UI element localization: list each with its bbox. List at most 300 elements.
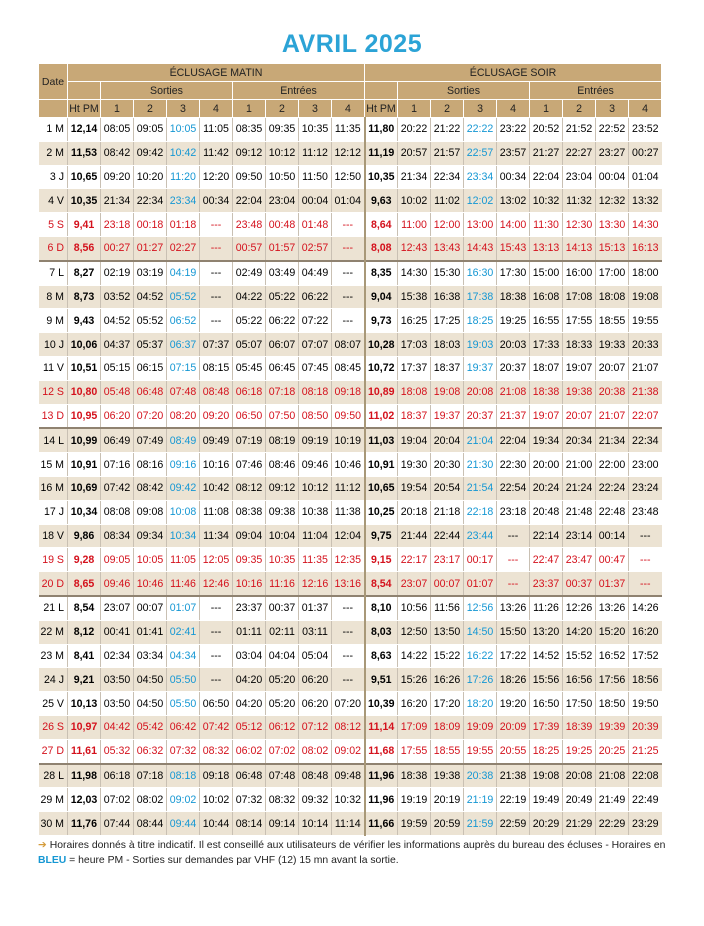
time-cell: 21:08 (497, 380, 530, 404)
time-cell: 19:25 (497, 309, 530, 333)
time-cell: 18:08 (596, 285, 629, 309)
soir-height-cell: 11,96 (365, 788, 398, 812)
time-cell: 07:02 (266, 739, 299, 763)
time-cell: 16:56 (563, 668, 596, 692)
matin-height-cell: 12,14 (68, 118, 101, 142)
matin-height-cell: 10,69 (68, 476, 101, 500)
matin-ht-pm-header: Ht PM (68, 100, 101, 118)
time-cell: 07:16 (101, 453, 134, 477)
time-cell: 07:49 (134, 428, 167, 452)
time-cell: --- (332, 309, 365, 333)
time-cell: 03:52 (101, 285, 134, 309)
time-cell: 10:02 (398, 189, 431, 213)
time-cell: 04:49 (299, 261, 332, 285)
time-cell: 09:50 (332, 404, 365, 428)
date-cell: 11 V (39, 356, 68, 380)
time-cell: 09:08 (134, 500, 167, 524)
time-cell: 23:27 (596, 141, 629, 165)
time-cell: 00:47 (596, 548, 629, 572)
time-cell: 21:07 (629, 356, 662, 380)
table-row (39, 548, 662, 572)
time-cell: 21:57 (431, 141, 464, 165)
time-cell: 13:13 (530, 236, 563, 260)
time-cell: 11:02 (431, 189, 464, 213)
time-cell: 14:50 (464, 620, 497, 644)
table-row (39, 236, 662, 260)
time-cell: 08:14 (233, 812, 266, 836)
time-cell: 22:22 (464, 118, 497, 142)
table-row (39, 764, 662, 788)
time-cell: 10:02 (200, 788, 233, 812)
time-cell: 16:20 (629, 620, 662, 644)
time-cell: 21:44 (398, 524, 431, 548)
date-cell: 19 S (39, 548, 68, 572)
time-cell: 10:34 (167, 524, 200, 548)
time-cell: 17:22 (497, 644, 530, 668)
time-cell: --- (200, 309, 233, 333)
time-cell: 14:00 (497, 213, 530, 237)
time-cell: 04:50 (134, 668, 167, 692)
time-cell: 06:20 (299, 668, 332, 692)
time-cell: 20:34 (563, 428, 596, 452)
time-cell: 18:20 (464, 692, 497, 716)
time-cell: 11:35 (332, 118, 365, 142)
soir-height-cell: 8,03 (365, 620, 398, 644)
date-cell: 6 D (39, 236, 68, 260)
time-cell: 18:50 (596, 692, 629, 716)
soir-height-cell: 11,80 (365, 118, 398, 142)
time-cell: 15:00 (530, 261, 563, 285)
soir-sorties-header: Sorties (398, 82, 530, 100)
time-cell: 08:45 (332, 356, 365, 380)
time-cell: 08:46 (266, 453, 299, 477)
matin-height-cell: 10,99 (68, 428, 101, 452)
time-cell: 05:48 (101, 380, 134, 404)
time-cell: 01:57 (266, 236, 299, 260)
soir-height-cell: 10,35 (365, 165, 398, 189)
time-cell: 21:24 (563, 476, 596, 500)
time-cell: --- (200, 668, 233, 692)
date-cell: 5 S (39, 213, 68, 237)
time-cell: 06:15 (134, 356, 167, 380)
time-cell: 11:30 (530, 213, 563, 237)
time-cell: 16:30 (464, 261, 497, 285)
matin-height-cell: 10,06 (68, 333, 101, 357)
table-row (39, 213, 662, 237)
time-cell: 20:09 (497, 715, 530, 739)
time-cell: 09:14 (266, 812, 299, 836)
time-cell: 23:00 (629, 453, 662, 477)
time-cell: 20:03 (497, 333, 530, 357)
time-cell: 23:22 (497, 118, 530, 142)
time-cell: 10:12 (299, 476, 332, 500)
time-cell: 16:13 (629, 236, 662, 260)
time-cell: 11:00 (398, 213, 431, 237)
time-cell: 18:38 (497, 285, 530, 309)
time-cell: 08:08 (101, 500, 134, 524)
date-cell: 24 J (39, 668, 68, 692)
date-cell: 22 M (39, 620, 68, 644)
col-num: 4 (497, 100, 530, 118)
matin-height-cell: 11,98 (68, 764, 101, 788)
matin-height-cell: 8,41 (68, 644, 101, 668)
time-cell: 06:42 (167, 715, 200, 739)
time-cell: 20:38 (464, 764, 497, 788)
time-cell: 10:05 (134, 548, 167, 572)
time-cell: 21:19 (464, 788, 497, 812)
time-cell: 05:20 (266, 692, 299, 716)
time-cell: 10:20 (134, 165, 167, 189)
time-cell: 15:50 (497, 620, 530, 644)
time-cell: 10:12 (266, 141, 299, 165)
time-cell: 19:55 (629, 309, 662, 333)
soir-height-cell: 11,19 (365, 141, 398, 165)
matin-height-cell: 8,56 (68, 236, 101, 260)
time-cell: 20:24 (530, 476, 563, 500)
col-num: 2 (431, 100, 464, 118)
time-cell: 12:20 (200, 165, 233, 189)
soir-height-cell: 8,10 (365, 596, 398, 620)
time-cell: 08:02 (299, 739, 332, 763)
soir-height-cell: 10,89 (365, 380, 398, 404)
time-cell: 22:57 (464, 141, 497, 165)
matin-height-cell: 8,73 (68, 285, 101, 309)
table-row (39, 141, 662, 165)
col-num: 4 (200, 100, 233, 118)
time-cell: --- (497, 524, 530, 548)
time-cell: --- (200, 596, 233, 620)
time-cell: 08:12 (233, 476, 266, 500)
time-cell: 08:20 (167, 404, 200, 428)
date-cell: 14 L (39, 428, 68, 452)
time-cell: 16:00 (563, 261, 596, 285)
time-cell: 03:34 (134, 644, 167, 668)
time-cell: 05:07 (233, 333, 266, 357)
matin-height-cell: 11,76 (68, 812, 101, 836)
time-cell: 20:00 (530, 453, 563, 477)
time-cell: 23:17 (431, 548, 464, 572)
time-cell: --- (332, 261, 365, 285)
time-cell: 13:26 (596, 596, 629, 620)
time-cell: 22:04 (233, 189, 266, 213)
time-cell: 08:42 (101, 141, 134, 165)
time-cell: 15:26 (398, 668, 431, 692)
time-cell: 05:37 (134, 333, 167, 357)
time-cell: 10:56 (398, 596, 431, 620)
time-cell: 18:09 (431, 715, 464, 739)
table-row (39, 788, 662, 812)
time-cell: 01:48 (299, 213, 332, 237)
time-cell: 21:00 (563, 453, 596, 477)
time-cell: 21:04 (464, 428, 497, 452)
date-cell: 4 V (39, 189, 68, 213)
time-cell: --- (200, 285, 233, 309)
time-cell: 02:49 (233, 261, 266, 285)
date-cell: 15 M (39, 453, 68, 477)
time-cell: 04:42 (101, 715, 134, 739)
soir-height-cell: 11,66 (365, 812, 398, 836)
time-cell: 01:07 (464, 572, 497, 596)
time-cell: 22:29 (596, 812, 629, 836)
time-cell: --- (332, 285, 365, 309)
time-cell: 23:07 (101, 596, 134, 620)
time-cell: 09:46 (101, 572, 134, 596)
time-cell: 18:25 (464, 309, 497, 333)
time-cell: 02:11 (266, 620, 299, 644)
table-row (39, 356, 662, 380)
matin-height-cell: 8,12 (68, 620, 101, 644)
table-row (39, 644, 662, 668)
time-cell: 05:15 (101, 356, 134, 380)
time-cell: 07:32 (233, 788, 266, 812)
time-cell: 20:37 (464, 404, 497, 428)
time-cell: 09:50 (233, 165, 266, 189)
time-cell: 00:41 (101, 620, 134, 644)
time-cell: 11:38 (332, 500, 365, 524)
time-cell: 06:52 (167, 309, 200, 333)
soir-height-cell: 11,14 (365, 715, 398, 739)
soir-height-cell: 8,63 (365, 644, 398, 668)
time-cell: 18:38 (530, 380, 563, 404)
time-cell: 11:26 (530, 596, 563, 620)
time-cell: 04:20 (233, 668, 266, 692)
time-cell: 18:55 (431, 739, 464, 763)
time-cell: 22:08 (629, 764, 662, 788)
date-cell: 17 J (39, 500, 68, 524)
date-cell: 20 D (39, 572, 68, 596)
time-cell: 20:29 (530, 812, 563, 836)
time-cell: 09:49 (200, 428, 233, 452)
time-cell: 15:56 (530, 668, 563, 692)
time-cell: 22:48 (596, 500, 629, 524)
time-cell: 14:43 (464, 236, 497, 260)
table-row (39, 380, 662, 404)
soir-height-cell: 9,51 (365, 668, 398, 692)
col-num: 1 (398, 100, 431, 118)
time-cell: 13:02 (497, 189, 530, 213)
matin-height-cell: 11,53 (68, 141, 101, 165)
footnote-bleu: BLEU (38, 855, 67, 866)
time-cell: 18:55 (596, 309, 629, 333)
time-cell: 09:02 (167, 788, 200, 812)
table-row (39, 453, 662, 477)
time-cell: 00:27 (629, 141, 662, 165)
time-cell: 02:34 (101, 644, 134, 668)
table-row (39, 285, 662, 309)
time-cell: 22:27 (563, 141, 596, 165)
soir-height-cell: 8,54 (365, 572, 398, 596)
time-cell: 23:24 (629, 476, 662, 500)
time-cell: 02:27 (167, 236, 200, 260)
time-cell: 05:22 (266, 285, 299, 309)
time-cell: --- (332, 213, 365, 237)
time-cell: 13:43 (431, 236, 464, 260)
time-cell: 11:05 (167, 548, 200, 572)
col-num: 3 (596, 100, 629, 118)
date-cell: 3 J (39, 165, 68, 189)
soir-height-cell: 10,65 (365, 476, 398, 500)
soir-height-cell: 8,35 (365, 261, 398, 285)
time-cell: 23:07 (398, 572, 431, 596)
time-cell: 06:32 (134, 739, 167, 763)
matin-height-cell: 8,27 (68, 261, 101, 285)
col-num: 3 (299, 100, 332, 118)
soir-height-cell: 10,25 (365, 500, 398, 524)
time-cell: 10:16 (200, 453, 233, 477)
time-cell: 11:32 (563, 189, 596, 213)
time-cell: 12:46 (200, 572, 233, 596)
time-cell: 05:50 (167, 668, 200, 692)
time-cell: 18:08 (398, 380, 431, 404)
time-cell: 21:59 (464, 812, 497, 836)
matin-height-cell: 10,35 (68, 189, 101, 213)
time-cell: 17:37 (398, 356, 431, 380)
time-cell: 23:48 (233, 213, 266, 237)
time-cell: 07:12 (299, 715, 332, 739)
time-cell: 17:09 (398, 715, 431, 739)
date-cell: 9 M (39, 309, 68, 333)
time-cell: 00:34 (200, 189, 233, 213)
matin-height-cell: 10,80 (68, 380, 101, 404)
time-cell: 20:08 (563, 764, 596, 788)
time-cell: 21:18 (431, 500, 464, 524)
time-cell: 11:14 (332, 812, 365, 836)
matin-height-cell: 10,97 (68, 715, 101, 739)
time-cell: 12:00 (431, 213, 464, 237)
time-cell: 12:12 (332, 141, 365, 165)
time-cell: 19:39 (596, 715, 629, 739)
matin-height-cell: 9,41 (68, 213, 101, 237)
date-cell: 18 V (39, 524, 68, 548)
time-cell: 14:13 (563, 236, 596, 260)
time-cell: 15:52 (563, 644, 596, 668)
time-cell: 14:52 (530, 644, 563, 668)
time-cell: 20:33 (629, 333, 662, 357)
soir-height-cell: 9,75 (365, 524, 398, 548)
time-cell: 06:50 (233, 404, 266, 428)
soir-height-cell: 11,68 (365, 739, 398, 763)
table-row (39, 309, 662, 333)
time-cell: 10:04 (266, 524, 299, 548)
schedule-body (39, 118, 662, 836)
time-cell: 20:19 (431, 788, 464, 812)
time-cell: 09:18 (332, 380, 365, 404)
time-cell: 08:32 (200, 739, 233, 763)
time-cell: 22:49 (629, 788, 662, 812)
time-cell: 17:50 (563, 692, 596, 716)
matin-height-cell: 9,43 (68, 309, 101, 333)
time-cell: 15:20 (596, 620, 629, 644)
col-num: 1 (101, 100, 134, 118)
time-cell: 07:42 (101, 476, 134, 500)
time-cell: 01:07 (167, 596, 200, 620)
time-cell: 19:08 (530, 764, 563, 788)
matin-height-cell: 10,34 (68, 500, 101, 524)
time-cell: 10:32 (530, 189, 563, 213)
time-cell: 08:35 (233, 118, 266, 142)
time-cell: 16:20 (398, 692, 431, 716)
date-cell: 13 D (39, 404, 68, 428)
time-cell: 19:55 (464, 739, 497, 763)
time-cell: 19:20 (497, 692, 530, 716)
date-cell: 26 S (39, 715, 68, 739)
time-cell: 00:37 (266, 596, 299, 620)
date-cell: 8 M (39, 285, 68, 309)
time-cell: 10:46 (332, 453, 365, 477)
time-cell: 20:48 (530, 500, 563, 524)
time-cell: 08:44 (134, 812, 167, 836)
time-cell: 19:30 (398, 453, 431, 477)
time-cell: 23:18 (497, 500, 530, 524)
time-cell: 12:50 (332, 165, 365, 189)
time-cell: --- (629, 572, 662, 596)
time-cell: 23:37 (530, 572, 563, 596)
time-cell: 00:17 (464, 548, 497, 572)
time-cell: 21:34 (101, 189, 134, 213)
time-cell: 00:04 (596, 165, 629, 189)
matin-sorties-header: Sorties (101, 82, 233, 100)
time-cell: 03:04 (233, 644, 266, 668)
time-cell: 18:07 (530, 356, 563, 380)
time-cell: 06:48 (134, 380, 167, 404)
time-cell: 06:20 (101, 404, 134, 428)
time-cell: 04:52 (134, 285, 167, 309)
time-cell: 13:50 (431, 620, 464, 644)
time-cell: 16:52 (596, 644, 629, 668)
time-cell: 00:07 (431, 572, 464, 596)
time-cell: 04:22 (233, 285, 266, 309)
time-cell: 00:37 (563, 572, 596, 596)
time-cell: 20:37 (497, 356, 530, 380)
time-cell: 19:25 (563, 739, 596, 763)
time-cell: 21:54 (464, 476, 497, 500)
soir-height-cell: 10,28 (365, 333, 398, 357)
time-cell: 00:04 (299, 189, 332, 213)
time-cell: 06:22 (266, 309, 299, 333)
time-cell: 17:25 (431, 309, 464, 333)
time-cell: 18:37 (431, 356, 464, 380)
matin-height-cell: 10,91 (68, 453, 101, 477)
time-cell: 09:42 (134, 141, 167, 165)
time-cell: 09:32 (299, 788, 332, 812)
matin-height-cell: 10,65 (68, 165, 101, 189)
time-cell: 08:38 (233, 500, 266, 524)
time-cell: 19:38 (563, 380, 596, 404)
time-cell: 21:38 (629, 380, 662, 404)
time-cell: 09:35 (266, 118, 299, 142)
table-row (39, 812, 662, 836)
time-cell: 08:16 (134, 453, 167, 477)
time-cell: 17:20 (431, 692, 464, 716)
time-cell: 12:50 (398, 620, 431, 644)
time-cell: 15:22 (431, 644, 464, 668)
soir-height-cell: 9,63 (365, 189, 398, 213)
table-row (39, 620, 662, 644)
date-cell: 28 L (39, 764, 68, 788)
time-cell: 08:07 (332, 333, 365, 357)
soir-height-cell: 8,64 (365, 213, 398, 237)
time-cell: 00:18 (134, 213, 167, 237)
time-cell: 13:26 (497, 596, 530, 620)
date-header: Date (39, 64, 68, 100)
time-cell: 22:34 (431, 165, 464, 189)
time-cell: 21:25 (629, 739, 662, 763)
soir-entrees-header: Entrées (530, 82, 662, 100)
col-num: 2 (134, 100, 167, 118)
time-cell: 05:52 (134, 309, 167, 333)
date-cell: 12 S (39, 380, 68, 404)
time-cell: 07:48 (167, 380, 200, 404)
